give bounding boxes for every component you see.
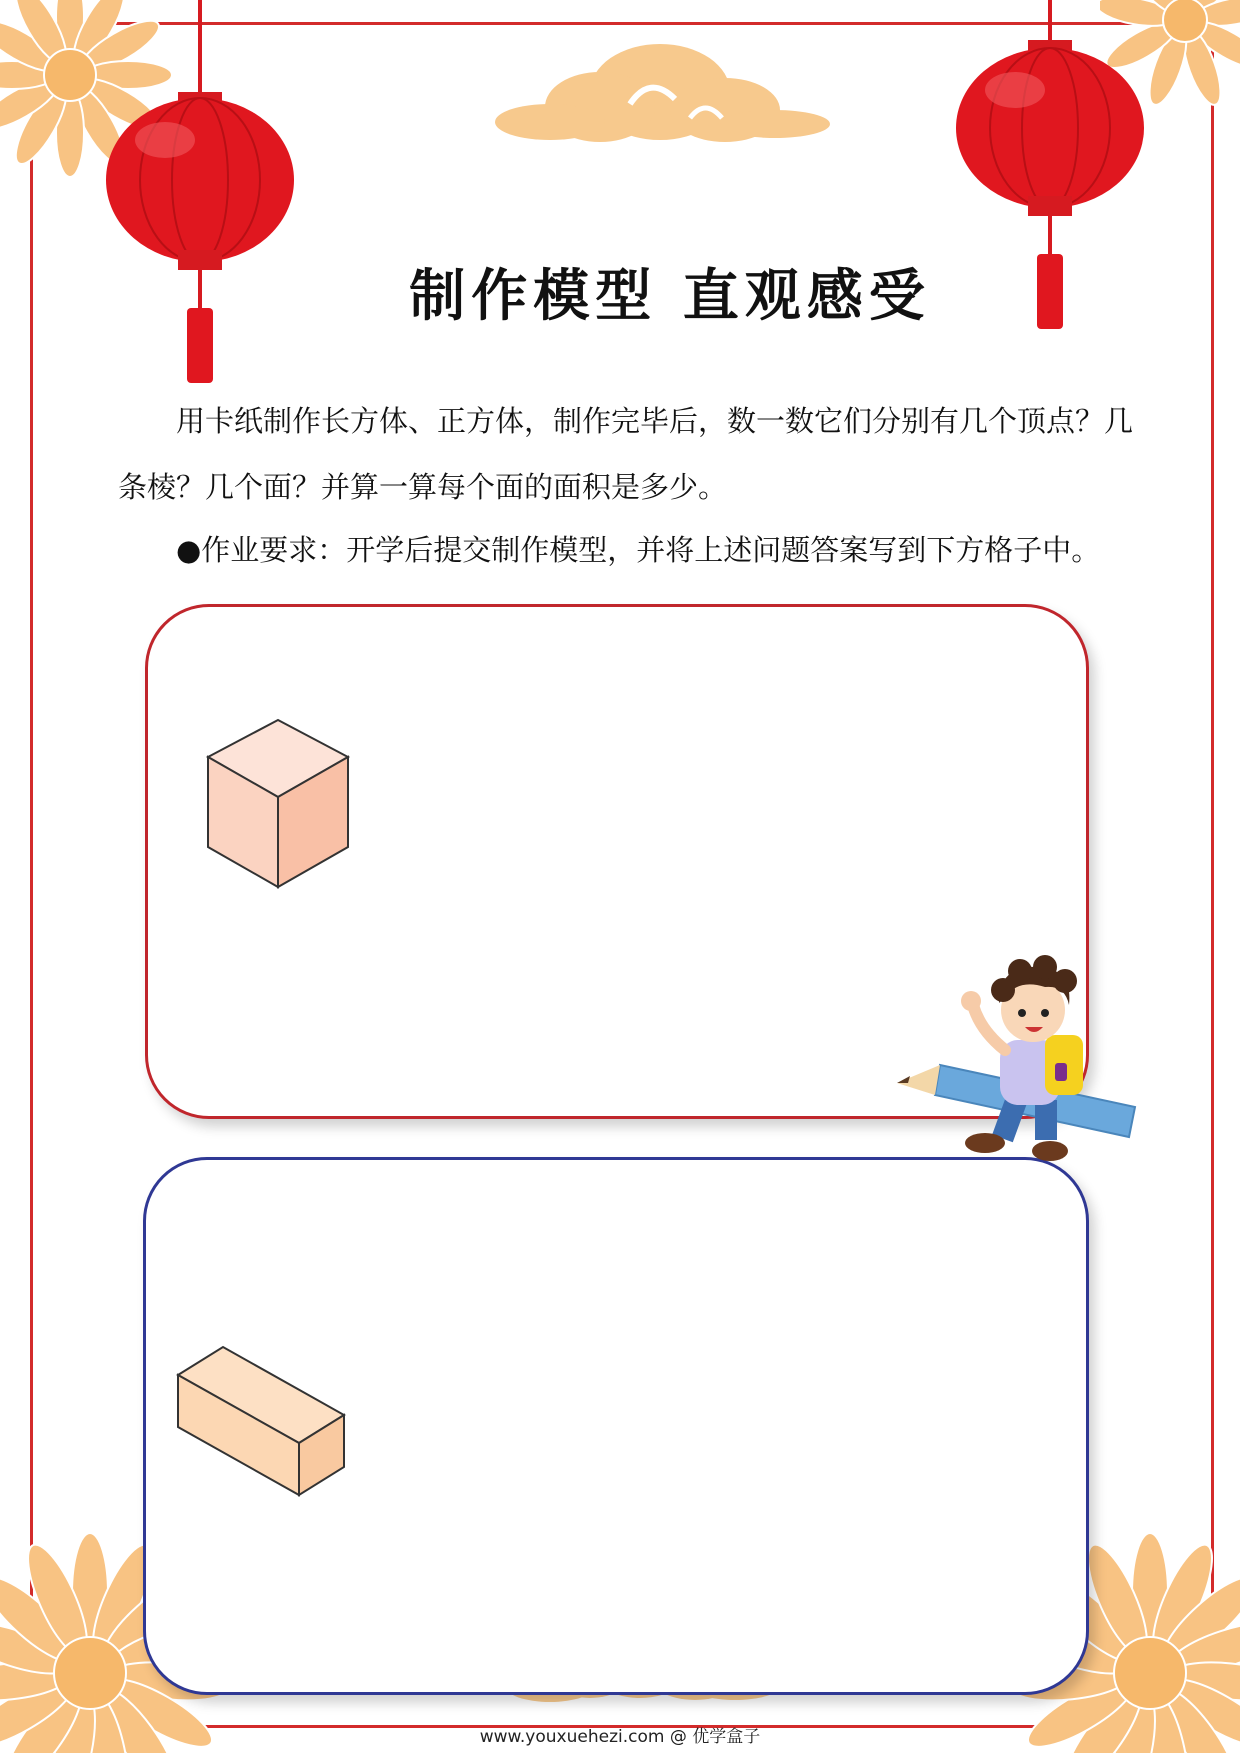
instruction-text: 用卡纸制作长方体、正方体，制作完毕后，数一数它们分别有几个顶点？几条棱？几个面？并算一算每个面的面积是多少。 [118, 404, 1134, 504]
cuboid-answer-box[interactable] [143, 1157, 1089, 1695]
footer-credit: www.youxuehezi.com @ 优学盒子 [479, 1727, 761, 1747]
page-title: 制作模型 直观感受 [409, 263, 931, 329]
instruction-paragraph [118, 388, 1138, 520]
cuboid-icon [176, 1345, 356, 1505]
cube-icon [193, 717, 363, 897]
cloud-top-icon [490, 32, 830, 152]
homework-requirement: ●作业要求：开学后提交制作模型，并将上述问题答案写到下方格子中。 [176, 533, 1101, 567]
boy-on-pencil-icon [895, 945, 1145, 1175]
